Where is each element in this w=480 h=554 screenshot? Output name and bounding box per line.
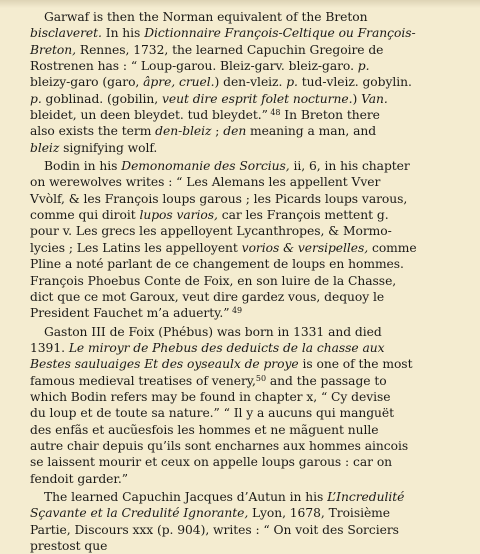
text-segment: famous medieval treatises of venery,: [30, 373, 256, 388]
text-segment: on werewolves writes : “ Les Alemans les appellent Vver: [30, 175, 381, 190]
text-segment: tud-vleiz. gobylin.: [297, 75, 412, 90]
text-segment: Van.: [361, 91, 388, 106]
text-segment: den: [223, 124, 247, 139]
text-segment: ) den-vleiz.: [214, 75, 287, 90]
text-segment: Garwaf is then the Norman equivalent of the Breton: [44, 10, 368, 24]
footnote-marker: 48: [267, 108, 281, 118]
footnote-marker: 49: [229, 306, 243, 316]
text-segment: du loup et de toute sa nature.” “ Il y a aucuns qui manguët: [30, 406, 395, 421]
text-line: [30, 25, 476, 41]
text-segment: veut dire esprit folet nocturne.: [161, 91, 353, 106]
text-line: [30, 58, 476, 74]
text-segment: p.: [286, 75, 298, 90]
text-segment: which Bodin refers may be found in chapter x, “ Cy devise: [30, 389, 391, 404]
text-segment: Vvòlf, & les François loups garous ; les Picards loups varous,: [30, 191, 408, 206]
text-segment: ;: [211, 124, 224, 139]
text-segment: Rennes, 1732, the learned Capuchin Gregoire de: [76, 42, 384, 57]
text-segment: bleiz: [30, 140, 60, 155]
text-segment: Breton,: [30, 42, 77, 57]
text-segment: In his: [101, 26, 145, 41]
text-line: [30, 356, 476, 372]
text-segment: p.: [357, 59, 370, 74]
text-segment: Demonomanie des Sorcius,: [121, 159, 290, 174]
text-segment: vorios & versipelles,: [241, 240, 369, 255]
text-segment: 1391.: [30, 340, 69, 355]
text-line: [30, 505, 476, 521]
text-segment: dict que ce mot Garoux, veut dire gardez vous, dequoy le: [30, 289, 385, 304]
text-segment: Pline a noté parlant de ce changement de loups en hommes.: [30, 257, 404, 272]
text-line: [30, 273, 476, 289]
text-line: [30, 373, 476, 389]
text-line: [30, 191, 476, 207]
text-line: [30, 454, 476, 470]
text-segment: p.: [30, 91, 42, 106]
text-line: [30, 389, 476, 405]
text-line: [30, 207, 476, 223]
text-segment: bleidet, un deen bleydet. tud bleydet.”: [30, 108, 268, 123]
text-segment: and the passage to: [266, 373, 387, 388]
text-segment: Sçavante et la Credulité Ignorante,: [30, 506, 249, 521]
text-line: [30, 174, 476, 190]
text-line: [30, 422, 476, 438]
text-segment: Partie, Discours xxx (p. 904), writes : “ On voit des Sorciers: [30, 522, 399, 537]
text-segment: Bestes sauluaiges Et des oyseaulx de proye: [30, 357, 299, 372]
text-segment: Rostrenen has : “ Loup-garou. Bleiz-garv. bleiz-garo.: [30, 59, 358, 74]
text-segment: prestost que: [30, 539, 108, 553]
text-line: [30, 42, 476, 58]
text-segment: autre chair depuis qu’ils sont encharnes aux hommes aincois: [30, 438, 409, 453]
text-segment: bleizy-garo (garo,: [30, 75, 144, 90]
text-line: [30, 74, 476, 90]
text-segment: The learned Capuchin Jacques d’Autun in his: [44, 489, 328, 504]
text-line: [30, 305, 476, 321]
text-line: [30, 522, 476, 538]
text-segment: fendoit garder.”: [30, 471, 128, 486]
text-segment: also exists the term: [30, 124, 156, 139]
text-line: [30, 538, 476, 553]
text-line: [30, 107, 476, 123]
text-line: [30, 91, 476, 107]
text-segment: is one of the most: [298, 357, 413, 372]
text-segment: ): [352, 91, 362, 106]
text-segment: pour v. Les grecs les appelloyent Lycanthropes, & Mormo-: [30, 224, 392, 239]
text-segment: goblinad. (gobilin,: [41, 91, 162, 106]
text-segment: âpre, cruel.: [143, 75, 215, 90]
text-line: [30, 140, 476, 156]
text-segment: car les François mettent g.: [217, 208, 389, 223]
text-segment: den-bleiz: [155, 124, 212, 139]
text-segment: comme: [368, 240, 417, 255]
text-line: [30, 223, 476, 239]
text-line: [30, 158, 476, 174]
text-segment: In Breton there: [280, 108, 380, 123]
text-segment: Lyon, 1678, Troisième: [248, 506, 391, 521]
text-segment: comme qui diroit: [30, 208, 140, 223]
text-segment: Dictionnaire François-Celtique ou François-: [144, 26, 416, 41]
text-line: [30, 471, 476, 487]
text-segment: Bodin in his: [44, 159, 122, 174]
text-line: [30, 123, 476, 139]
text-line: [30, 256, 476, 272]
text-line: [30, 240, 476, 256]
text-line: [30, 324, 476, 340]
text-segment: meaning a man, and: [246, 124, 377, 139]
text-segment: ii, 6, in his chapter: [289, 159, 410, 174]
text-segment: lycies ; Les Latins les appelloyent: [30, 240, 242, 255]
text-line: [30, 438, 476, 454]
text-segment: François Phoebus Conte de Foix, en son luire de la Chasse,: [30, 273, 397, 288]
scan-edge-shadow: [0, 0, 480, 8]
text-segment: lupos varios,: [139, 208, 218, 223]
text-line: [30, 489, 476, 505]
text-line: [30, 289, 476, 305]
text-line: [30, 9, 476, 25]
footnote-marker: 50: [255, 373, 267, 383]
body-text: [30, 9, 476, 553]
text-line: [30, 405, 476, 421]
text-segment: des enfãs et aucũesfois les hommes et ne mãguent nulle: [30, 422, 379, 437]
text-segment: se laissent mourir et ceux on appelle loups garous : car on: [30, 455, 393, 470]
text-line: [30, 340, 476, 356]
text-segment: signifying wolf.: [59, 140, 158, 155]
text-segment: bisclaveret.: [30, 26, 102, 41]
text-segment: Le miroyr de Phebus des deduicts de la chasse aux: [68, 340, 385, 355]
text-segment: Gaston III de Foix (Phébus) was born in 1331 and died: [44, 324, 382, 339]
text-segment: L’Incredulité: [327, 489, 405, 504]
text-segment: President Fauchet m’a aduerty.”: [30, 306, 230, 321]
